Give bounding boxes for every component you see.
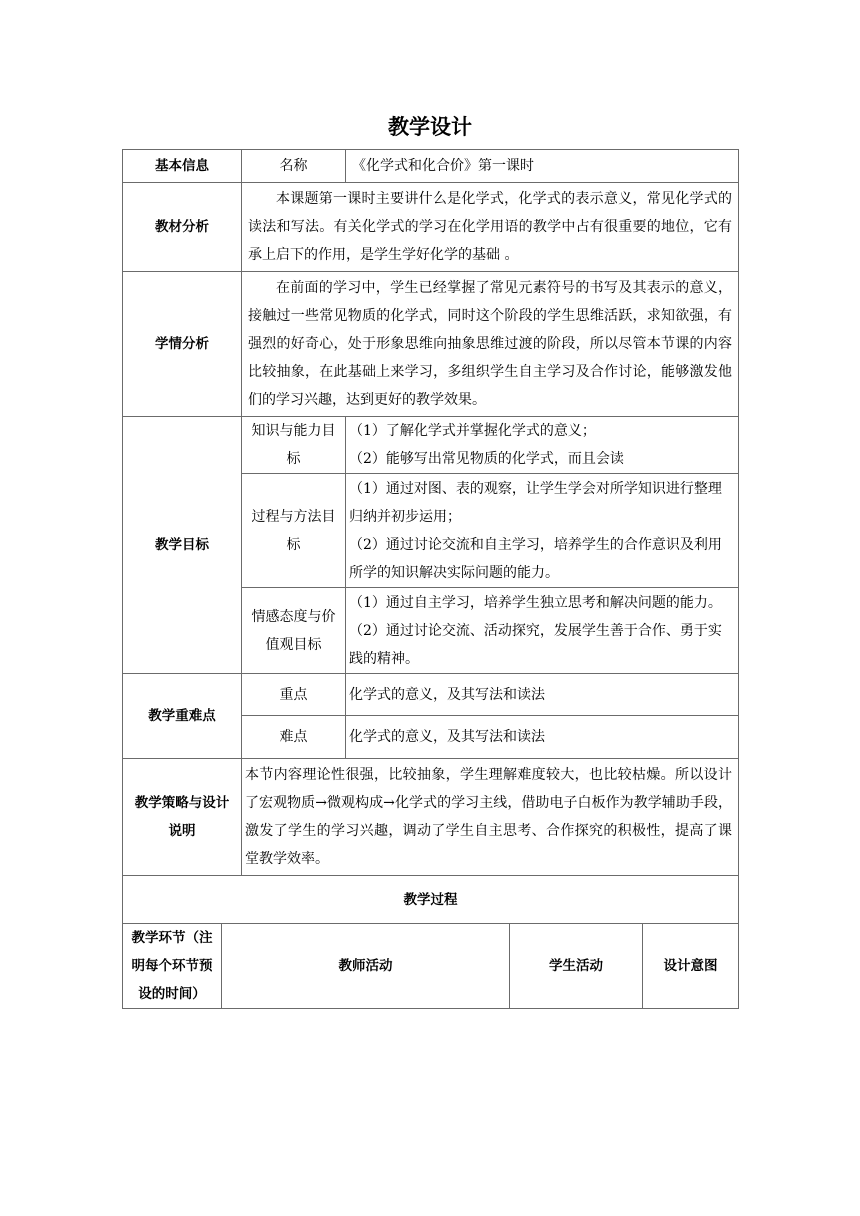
focus-text (346, 674, 739, 716)
process-objective-items (346, 474, 739, 588)
strategy-label: 教学策略与设计说明 (123, 759, 242, 876)
lesson-plan-table (122, 149, 739, 1009)
material-analysis-label: 教材分析 (123, 183, 242, 272)
emotion-objective-label: 情感态度与价值观目标 (242, 588, 346, 674)
process-item: （1）通过对图、表的观察，让学生学会对所学知识进行整理归纳并初步运用； (349, 480, 722, 525)
student-analysis-text: 在前面的学习中，学生已经掌握了常见元素符号的书写及其表示的意义，接触过一些常见物质的化学式，同时这个阶段的学生思维活跃，求知欲强，有强烈的好奇心，处于形象思维向抽象思维过渡的阶段，所以尽管本节课的内容比较抽象，在此基础上来学习，多组织学生自主学习及合作讨论，能够激发他们的学习兴趣，达到更好的教学效果。 (242, 272, 739, 417)
student-analysis-label: 学情分析 (123, 272, 242, 417)
knowledge-item: （1）了解化学式并掌握化学式的意义； (349, 423, 596, 439)
basic-info-label: 基本信息 (123, 150, 242, 183)
strategy-text: 本节内容理论性很强，比较抽象，学生理解难度较大，也比较枯燥。所以设计了宏观物质→微观构成→化学式的学习主线，借助电子白板作为教学辅助手段，激发了学生的学习兴趣，调动了学生自主思考、合作探究的积极性，提高了课堂教学效率。 (242, 759, 739, 876)
name-value: 《化学式和化合价》第一课时 (346, 150, 739, 183)
focus-text-line: 化学式的意义，及其写法和读法 (349, 686, 545, 703)
knowledge-item: （2）能够写出常见物质的化学式，而且会读 (349, 451, 624, 467)
difficulty-label: 难点 (242, 716, 346, 759)
col-teacher-header: 教师活动 (222, 924, 510, 1009)
process-section-title: 教学过程 (123, 876, 739, 924)
difficulty-text-line: 化学式的意义，及其写法和读法 (349, 729, 545, 745)
emotion-objective-items (346, 588, 739, 674)
material-analysis-text: 本课题第一课时主要讲什么是化学式，化学式的表示意义，常见化学式的读法和写法。有关化学式的学习在化学用语的教学中占有很重要的地位，它有承上启下的作用，是学生学好化学的基础 。 (242, 183, 739, 272)
emotion-item: （1）通过自主学习，培养学生独立思考和解决问题的能力。 (349, 594, 722, 611)
knowledge-objective-label: 知识与能力目标 (242, 417, 346, 474)
focus-label: 重点 (242, 674, 346, 716)
col-stage-header: 教学环节（注明每个环节预设的时间） (123, 924, 222, 1009)
emotion-item: （2）通过讨论交流、活动探究，发展学生善于合作、勇于实践的精神。 (349, 622, 722, 667)
objectives-label: 教学目标 (123, 417, 242, 674)
process-item: （2）通过讨论交流和自主学习，培养学生的合作意识及利用所学的知识解决实际问题的能力。 (349, 536, 722, 581)
document-title: 教学设计 (388, 115, 472, 139)
difficulty-text (346, 716, 739, 759)
col-student-header: 学生活动 (510, 924, 643, 1009)
col-intent-header: 设计意图 (643, 924, 739, 1009)
name-label: 名称 (242, 150, 346, 183)
key-points-label: 教学重难点 (123, 674, 242, 759)
knowledge-objective-items (346, 417, 739, 474)
process-objective-label: 过程与方法目标 (242, 474, 346, 588)
